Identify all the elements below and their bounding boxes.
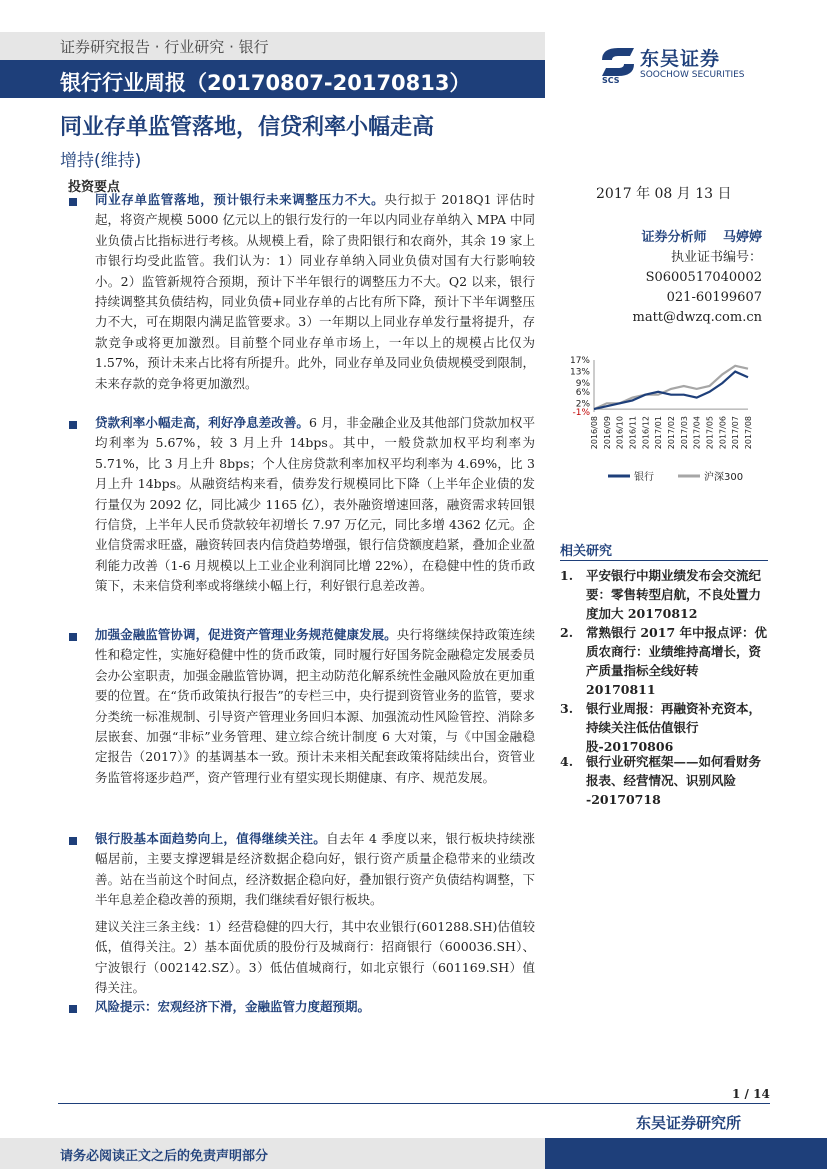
- bullet-icon: [68, 632, 79, 643]
- analyst-name: 马婷婷: [722, 230, 762, 245]
- x-tick-label: 2017/07: [731, 416, 741, 450]
- paragraph-2-body: 6 月，非金融企业及其他部门贷款加权平均利率为 5.67%，较 3 月上升 14bps。其中，一般贷款加权平均利率为 5.71%，比 3 月上升 8bps；个人住房贷款利率加权平均利率为 4.69%，比 3 月上升 14bps。从融资结构来看，债券发行规模同比下降（上半年企业债的发行量仅为 2092 亿，同比减少 1165 亿），表外融资增速回落，融资需求转回银行信贷，上半年人民币贷款较年初增长 7.97 万亿元，同比多增 4362 亿元。企业信贷需求旺盛，融资转回表内信贷趋势增强，银行信贷额度趋紧，叠加企业盈利能力改善（1-6 月规模以上工业企业利润同比增 22%），在稳健中性的货币政策下，未来信贷利率或将继续小幅上行，利好银行息差改善。: [95, 415, 535, 594]
- institute-name: 东吴证券研究所: [636, 1114, 742, 1132]
- disclaimer-text[interactable]: 请务必阅读正文之后的免责声明部分: [60, 1149, 269, 1164]
- bullet-icon: [68, 420, 79, 431]
- legend-label: 沪深300: [704, 472, 744, 483]
- paragraph-2: [95, 413, 535, 597]
- category-bar: [0, 32, 545, 60]
- y-tick-label: 6%: [575, 387, 590, 398]
- bullet-icon: [68, 197, 79, 208]
- paragraph-3: [95, 625, 535, 788]
- x-tick-label: 2017/03: [679, 416, 689, 450]
- analyst-phone: 021-60199607: [666, 290, 762, 305]
- related-heading: 相关研究: [560, 544, 613, 559]
- series-line-银行: [594, 372, 748, 410]
- x-tick-label: 2017/08: [744, 416, 753, 450]
- company-logo: [598, 44, 778, 88]
- footer-divider: [58, 1103, 770, 1104]
- footer-bar: [0, 1138, 827, 1169]
- legend-label: 银行: [634, 472, 654, 483]
- bullet-icon: [68, 836, 79, 847]
- analyst-block: [588, 228, 762, 328]
- analyst-title: 证券分析师: [641, 230, 707, 245]
- x-tick-label: 2016/10: [615, 416, 625, 450]
- page-number: 1 / 14: [732, 1087, 770, 1101]
- paragraph-2-lead: 贷款利率小幅走高，利好净息差改善。: [95, 415, 310, 430]
- analyst-email[interactable]: matt@dwzq.com.cn: [632, 310, 762, 325]
- x-tick-label: 2016/11: [628, 416, 638, 450]
- x-tick-label: 2016/12: [641, 416, 651, 450]
- risk-warning: [95, 997, 535, 1017]
- rating: 增持(维持): [60, 151, 142, 171]
- x-tick-label: 2016/09: [602, 416, 612, 450]
- x-tick-label: 2017/02: [667, 416, 676, 450]
- paragraph-1-lead: 同业存单监管落地，预计银行未来调整压力不大。: [95, 192, 385, 207]
- page-headline: 同业存单监管落地，信贷利率小幅走高: [60, 115, 435, 140]
- x-tick-label: 2016/08: [590, 416, 599, 450]
- y-tick-label: 17%: [569, 356, 590, 366]
- x-tick-label: 2017/01: [654, 416, 664, 450]
- x-tick-label: 2017/04: [692, 416, 702, 450]
- paragraph-4-lead: 银行股基本面趋势向上，值得继续关注。: [95, 831, 327, 846]
- report-title: 银行行业周报（20170807-20170813）: [60, 71, 471, 95]
- report-category: 证券研究报告 · 行业研究 · 银行: [60, 38, 269, 56]
- risk-warning-text: 风险提示：宏观经济下滑，金融监管力度超预期。: [95, 999, 371, 1014]
- y-tick-label: 13%: [569, 367, 590, 378]
- section-heading: 投资要点: [68, 180, 121, 195]
- related-divider: [560, 560, 768, 561]
- y-tick-label: 9%: [575, 379, 590, 390]
- logo-abbr: SCS: [602, 76, 620, 84]
- paragraph-4: [95, 829, 535, 911]
- paragraph-4-body: 自去年 4 季度以来，银行板块持续涨幅居前，主要支撑逻辑是经济数据企稳向好，银行资产质量企稳带来的业绩改善。站在当前这个时间点，经济数据企稳向好，叠加银行资产负债结构调整，下半年息差企稳改善的预期，我们继续看好银行板块。: [95, 831, 535, 908]
- paragraph-3-body: 央行将继续保持政策连续性和稳定性，实施好稳健中性的货币政策，同时履行好国务院金融稳定发展委员会办公室职责，加强金融监管协调，把主动防范化解系统性金融风险放在更加重要的位置。在“货币政策执行报告”的专栏三中，央行提到资管业务的监管，要求分类统一标准规制、引导资产管理业务回归本源、加强流动性风险管控、消除多层嵌套、加强“非标”业务管理、建立综合统计制度 6 大对策，与《中国金融稳定报告（2017）》的基调基本一致。预计未来相关配套政策将陆续出台，资管业务监管将逐步趋严，资产管理行业有望实现长期健康、有序、规范发展。: [95, 627, 535, 785]
- series-line-沪深300: [594, 366, 748, 409]
- report-date: 2017 年 08 月 13 日: [596, 186, 732, 202]
- analyst-line: [588, 228, 762, 248]
- analyst-cert: 执业证书编号：S0600517040002: [645, 250, 762, 285]
- logo-mark-icon: [598, 44, 638, 84]
- bullet-icon: [68, 1004, 79, 1015]
- paragraph-3-lead: 加强金融监管协调，促进资产管理业务规范健康发展。: [95, 627, 397, 642]
- title-bar: [0, 60, 545, 98]
- y-tick-label: 2%: [575, 399, 590, 410]
- x-tick-label: 2017/05: [705, 416, 715, 450]
- x-tick-label: 2017/06: [718, 416, 728, 450]
- paragraph-1-body: 央行拟于 2018Q1 评估时起，将资产规模 5000 亿元以上的银行发行的一年以内同业存单纳入 MPA 中同业负债占比指标进行考核。从规模上看，除了贵阳银行和农商外，其余 19 家上市银行均受此监管。我们认为：1）同业存单纳入同业负债对国有大行影响较小。2）监管新规符合预期，预计下半年银行的调整压力不大。Q2 以来，银行持续调整其负债结构，同业负债+同业存单的占比有所下降，预计下半年调整压力不大，可在期限内满足监管要求。3）一年期以上同业存单发行量将提升，存款竞争或将更加激烈。目前整个同业存单市场上，一年以上的规模占比仅为 1.57%，预计未来占比将有所提升。此外，同业存单及同业负债规模受到限制，未来存款的竞争将更加激烈。: [95, 192, 535, 391]
- logo-english-name: SOOCHOW SECURITIES: [640, 70, 745, 80]
- logo-company-name: 东吴证券: [640, 48, 721, 70]
- paragraph-4-recommendation: 建议关注三条主线：1）经营稳健的四大行，其中农业银行(601288.SH)估值较低，值得关注。2）基本面优质的股份行及城商行：招商银行（600036.SH）、宁波银行（002142.SZ）。3）低估值城商行，如北京银行（601169.SH）值得关注。: [95, 919, 535, 996]
- paragraph-1: [95, 190, 535, 394]
- y-tick-label: -1%: [572, 408, 590, 418]
- performance-chart: [556, 350, 766, 490]
